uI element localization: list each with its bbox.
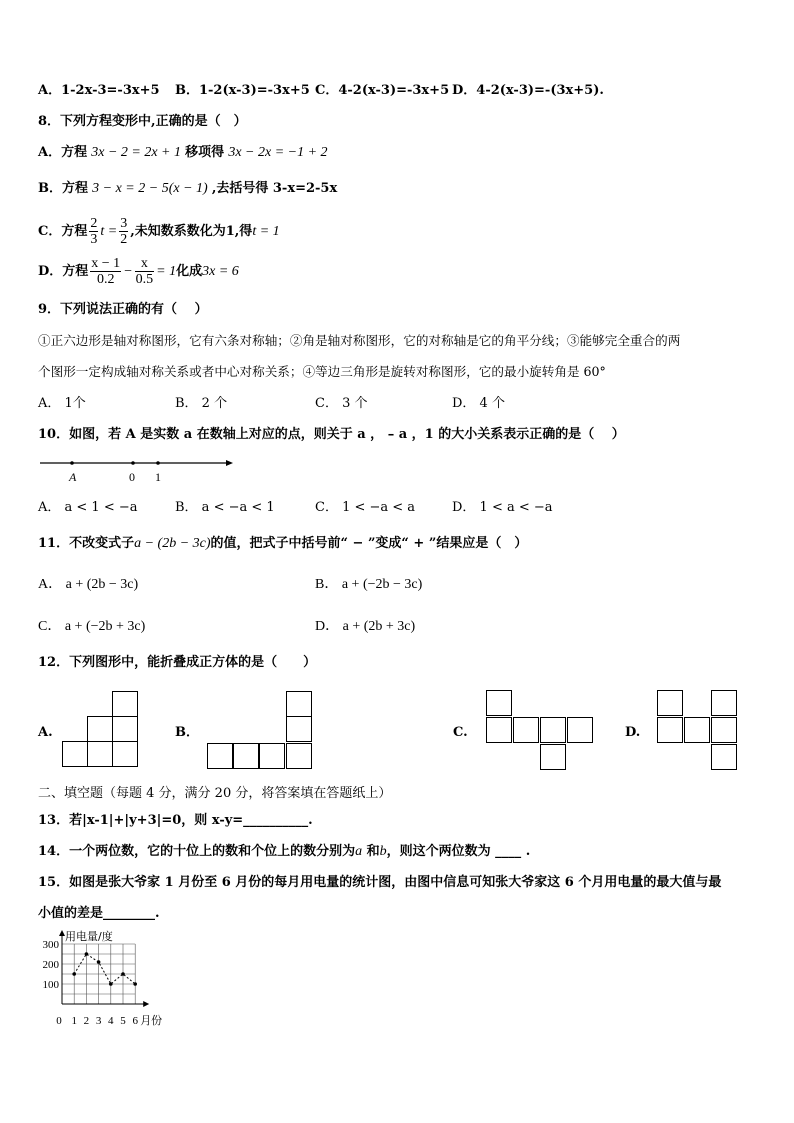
q9-option-d: D． 4 个 bbox=[452, 396, 505, 411]
data-point bbox=[109, 982, 113, 986]
x-axis-label: 月份 bbox=[140, 1014, 163, 1027]
q13: 13．若|x-1|+|y+3|=0，则 x-y=__________. bbox=[38, 813, 313, 828]
net-square bbox=[87, 716, 113, 742]
net-square bbox=[286, 691, 312, 717]
q8-option-a: A．方程 3x − 2 = 2x + 1 移项得 3x − 2x = −1 + 2 bbox=[38, 145, 328, 160]
net-square bbox=[684, 717, 710, 743]
net-square bbox=[513, 717, 539, 743]
q12-label-b: B． bbox=[175, 725, 199, 740]
q10-option-a: A． a < 1 < −a bbox=[38, 500, 138, 515]
q12-label-c: C. bbox=[453, 725, 468, 740]
q9-option-a: A． 1个 bbox=[38, 396, 86, 411]
net-square bbox=[486, 717, 512, 743]
net-square bbox=[233, 743, 259, 769]
net-square bbox=[540, 744, 566, 770]
net-square bbox=[486, 690, 512, 716]
q7-option-b: B．1-2(x-3)=-3x+5 bbox=[175, 83, 310, 98]
net-square bbox=[286, 743, 312, 769]
number-line-arrow bbox=[226, 460, 233, 466]
q9-statement-line1: ①正六边形是轴对称图形，它有六条对称轴；②角是轴对称图形，它的对称轴是它的角平分线；③能够完全重合的两 bbox=[38, 333, 681, 348]
q9-stem: 9．下列说法正确的有（ ） bbox=[38, 302, 208, 317]
q7-option-d: D．4-2(x-3)=-(3x+5). bbox=[452, 83, 604, 98]
x-tick-label: 4 bbox=[108, 1015, 114, 1027]
q10-stem: 10．如图，若 A 是实数 a 在数轴上对应的点，则关于 a ， – a ，1 的大小关系表示正确的是（ ） bbox=[38, 427, 625, 442]
data-point bbox=[133, 982, 137, 986]
q12-label-a: A. bbox=[38, 725, 53, 740]
net-square bbox=[112, 716, 138, 742]
data-point bbox=[121, 972, 125, 976]
net-square bbox=[657, 717, 683, 743]
q10-option-c: C． 1 < −a < a bbox=[315, 500, 416, 515]
point-1-dot bbox=[156, 461, 160, 465]
net-square bbox=[657, 690, 683, 716]
q10-option-d: D． 1 < a < −a bbox=[452, 500, 553, 515]
net-square bbox=[112, 741, 138, 767]
q11-option-a: A． a + (2b − 3c) bbox=[38, 577, 139, 592]
y-axis-label: 用电量/度 bbox=[65, 930, 113, 943]
y-tick-label: 300 bbox=[42, 939, 59, 951]
q11-option-b: B． a + (−2b − 3c) bbox=[315, 577, 423, 592]
q8-option-d: D．方程 $\frac{x - 1}{0.2}$ − $\frac{x}{0.5}$ = 1化成3x = 6 bbox=[38, 256, 239, 287]
q14: 14．一个两位数，它的十位上的数和个位上的数分别为a 和b，则这个两位数为 ____ . bbox=[38, 844, 531, 859]
data-point bbox=[85, 952, 89, 956]
y-tick-label: 200 bbox=[42, 959, 59, 971]
x-tick-label: 1 bbox=[71, 1015, 77, 1027]
section-2-heading: 二、填空题（每题 4 分，满分 20 分，将答案填在答题纸上） bbox=[38, 786, 392, 801]
net-square bbox=[207, 743, 233, 769]
x-axis-arrow bbox=[143, 1001, 149, 1007]
series-line bbox=[74, 954, 135, 984]
q9-option-b: B． 2 个 bbox=[175, 396, 228, 411]
net-square bbox=[62, 741, 88, 767]
x-tick-label: 5 bbox=[120, 1015, 126, 1027]
q7-option-c: C．4-2(x-3)=-3x+5 bbox=[315, 83, 450, 98]
q12-label-d: D. bbox=[625, 725, 641, 740]
net-square bbox=[259, 743, 285, 769]
q8-stem: 8．下列方程变形中,正确的是（ ） bbox=[38, 114, 247, 129]
net-square bbox=[711, 690, 737, 716]
data-point bbox=[72, 972, 76, 976]
q12-stem: 12．下列图形中，能折叠成正方体的是（ ） bbox=[38, 655, 317, 670]
q11-stem: 11．不改变式子a − (2b − 3c)的值，把式子中括号前“ − ”变成“ + ”结果应是（ ） bbox=[38, 536, 528, 551]
label-a: A bbox=[69, 470, 77, 484]
q8-option-c: C．方程 $\frac{2}{3}$ t = $\frac{3}{2}$ ,未知数系数化为1,得t = 1 bbox=[38, 216, 280, 247]
x-tick-label: 6 bbox=[132, 1015, 138, 1027]
label-0: 0 bbox=[129, 470, 135, 484]
q11-option-d: D． a + (2b + 3c) bbox=[315, 619, 416, 634]
net-square bbox=[567, 717, 593, 743]
net-square bbox=[711, 717, 737, 743]
q10-option-b: B． a < −a < 1 bbox=[175, 500, 275, 515]
q9-option-c: C． 3 个 bbox=[315, 396, 368, 411]
y-tick-label: 100 bbox=[42, 979, 59, 991]
net-square bbox=[87, 741, 113, 767]
net-square bbox=[711, 744, 737, 770]
q7-option-a: A．1-2x-3=-3x+5 bbox=[38, 83, 160, 98]
q15-line1: 15．如图是张大爷家 1 月份至 6 月份的每月用电量的统计图，由图中信息可知张大爷家这 6 个月用电量的最大值与最 bbox=[38, 875, 722, 890]
net-square bbox=[286, 716, 312, 742]
q15-line2: 小值的差是________. bbox=[38, 906, 160, 921]
x-tick-label: 3 bbox=[95, 1015, 102, 1027]
net-square bbox=[112, 691, 138, 717]
electricity-chart bbox=[30, 928, 180, 1030]
x-tick-label: 0 bbox=[56, 1015, 62, 1027]
number-line bbox=[36, 452, 236, 486]
q8-option-b: B．方程 3 − x = 2 − 5(x − 1) ,去括号得 3-x=2-5x bbox=[38, 181, 338, 196]
point-0-dot bbox=[131, 461, 135, 465]
data-point bbox=[97, 960, 101, 964]
q11-option-c: C． a + (−2b + 3c) bbox=[38, 619, 146, 634]
q9-statement-line2: 个图形一定构成轴对称关系或者中心对称关系；④等边三角形是旋转对称图形，它的最小旋转角是 60° bbox=[38, 364, 606, 379]
label-1: 1 bbox=[155, 470, 161, 484]
net-square bbox=[540, 717, 566, 743]
point-a-dot bbox=[70, 461, 74, 465]
x-tick-label: 2 bbox=[83, 1015, 90, 1027]
